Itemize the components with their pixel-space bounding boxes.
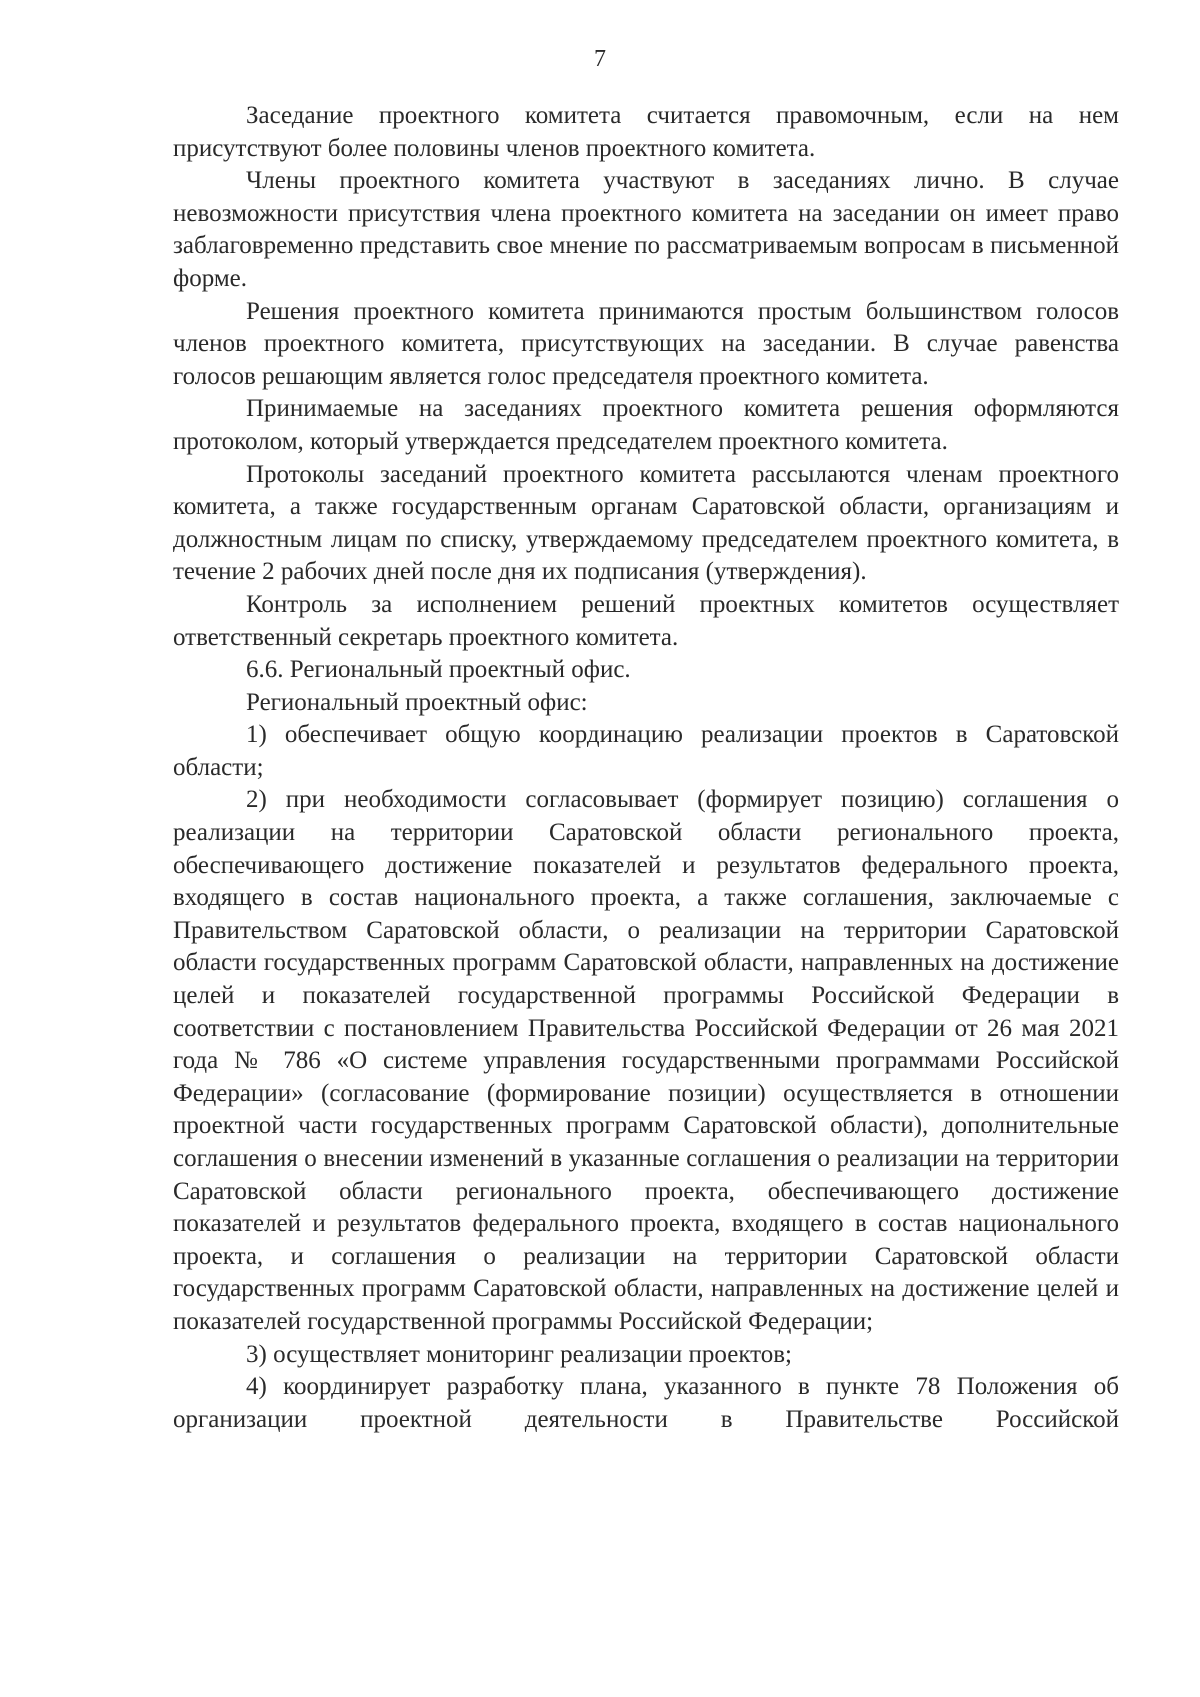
page-number: 7	[594, 46, 606, 72]
document-body	[173, 100, 1119, 1436]
list-item-4: 4) координирует разработку плана, указанного в пункте 78 Положения об организации проектной деятельности в Правительстве Российской	[173, 1373, 1119, 1433]
list-item-1: 1) обеспечивает общую координацию реализации проектов в Саратовской области;	[173, 721, 1119, 781]
paragraph-protocol-distribution: Протоколы заседаний проектного комитета рассылаются членам проектного комитета, а также государственным органам Саратовской области, организациям и должностным лицам по списку, утверждаемому председателем проектного комитета, в течение 2 рабочих дней после дня их подписания (утверждения).	[173, 460, 1119, 586]
section-heading-6-6: 6.6. Региональный проектный офис.	[246, 656, 631, 684]
list-item-2: 2) при необходимости согласовывает (формирует позицию) соглашения о реализации на территории Саратовской области регионального проекта, обеспечивающего достижение показателей и результатов федерального проекта, входящего в состав национального проекта, а также соглашения, заключаемые с Правительством Саратовской области, о реализации на территории Саратовской области государственных программ Саратовской области, направленных на достижение целей и показателей государственной программы Российской Федерации в соответствии с постановлением Правительства Российской Федерации от 26 мая 2021 года № 786 «О системе управления государственными программами Российской Федерации» (согласование (формирование позиции) осуществляется в отношении проектной части государственных программ Саратовской области), дополнительные соглашения о внесении изменений в указанные соглашения о реализации на территории Саратовской области регионального проекта, обеспечивающего достижение показателей и результатов федерального проекта, входящего в состав национального проекта, и соглашения о реализации на территории Саратовской области государственных программ Саратовской области, направленных на достижение целей и показателей государственной программы Российской Федерации;	[173, 786, 1119, 1335]
paragraph-office-intro: Региональный проектный офис:	[246, 688, 588, 716]
paragraph-control: Контроль за исполнением решений проектных комитетов осуществляет ответственный секретарь проектного комитета.	[173, 590, 1119, 651]
paragraph-decisions-voting: Решения проектного комитета принимаются простым большинством голосов членов проектного комитета, присутствующих на заседании. В случае равенства голосов решающим является голос председателя проектного комитета.	[173, 297, 1119, 390]
list-item-3: 3) осуществляет мониторинг реализации проектов;	[246, 1340, 792, 1368]
paragraph-quorum: Заседание проектного комитета считается правомочным, если на нем присутствуют более половины членов проектного комитета.	[173, 102, 1119, 162]
paragraph-protocol: Принимаемые на заседаниях проектного комитета решения оформляются протоколом, который утверждается председателем проектного комитета.	[173, 395, 1119, 455]
paragraph-personal-participation: Члены проектного комитета участвуют в заседаниях лично. В случае невозможности присутствия члена проектного комитета на заседании он имеет право заблаговременно представить свое мнение по рассматриваемым вопросам в письменной форме.	[173, 167, 1119, 292]
